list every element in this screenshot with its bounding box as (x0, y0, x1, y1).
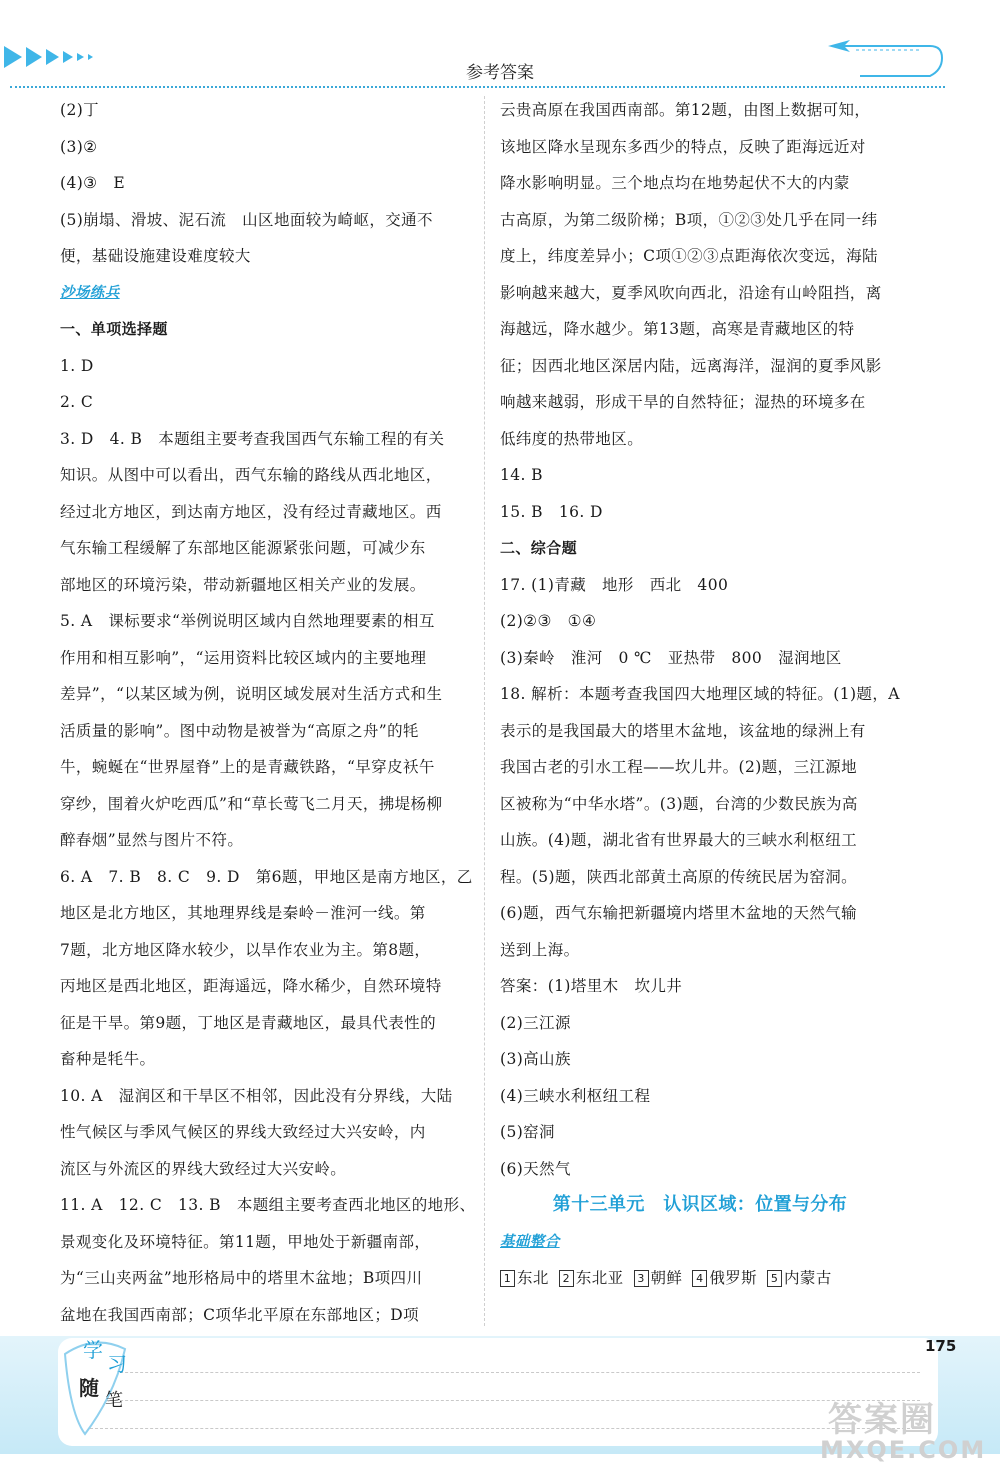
answer-line: 低纬度的热带地区。 (500, 429, 644, 448)
page-number: 175 (925, 1337, 957, 1355)
boxed-answer-text: 俄罗斯 (709, 1269, 758, 1287)
watermark-logo-text: 答案圈 (828, 1400, 936, 1440)
question-type-heading: 一、单项选择题 (60, 320, 168, 338)
answer-number-box: 4 (692, 1270, 707, 1287)
section-heading: 基础整合 (500, 1233, 560, 1250)
answer-line: (5)窑洞 (500, 1123, 555, 1141)
answer-line: 为“三山夹两盆”地形格局中的塔里木盆地；B项四川 (60, 1269, 423, 1287)
answer-line: (3)秦岭 淮河 0 ℃ 亚热带 800 湿润地区 (500, 648, 842, 667)
answer-number-box: 3 (634, 1270, 649, 1287)
answer-line: 送到上海。 (500, 940, 580, 959)
answer-line: 5. A 课标要求“举例说明区域内自然地理要素的相互 (60, 612, 435, 630)
answer-line: 15. B 16. D (500, 502, 603, 521)
answer-line: 区被称为“中华水塔”。(3)题，台湾的少数民族为高 (500, 794, 858, 813)
answer-line: 征；因西北地区深居内陆，远离海洋，湿润的夏季风影 (500, 356, 882, 375)
notes-area (58, 1338, 938, 1446)
answer-line: 部地区的环境污染，带动新疆地区相关产业的发展。 (60, 575, 426, 594)
answer-line: 山族。(4)题，湖北省有世界最大的三峡水利枢纽工 (500, 831, 858, 849)
page-title: 参考答案 (466, 63, 534, 83)
answer-line: 活质量的影响”。图中动物是被誉为“高原之舟”的牦 (60, 721, 419, 740)
header-rule (10, 86, 945, 88)
note-line (90, 1372, 920, 1373)
answer-line: 云贵高原在我国西南部。第12题，由图上数据可知， (500, 101, 871, 119)
boxed-answer-text: 东北 (517, 1269, 549, 1287)
header-arrow-decoration-icon (820, 36, 945, 80)
answer-line: 18. 解析：本题考查我国四大地理区域的特征。(1)题，A (500, 685, 900, 703)
answer-line: (6)天然气 (500, 1159, 571, 1178)
pen-char-sui: 随 (79, 1376, 99, 1400)
answer-line: 醉春烟”显然与图片不符。 (60, 831, 244, 849)
answer-line: 海越远，降水越少。第13题，高寒是青藏地区的特 (500, 320, 855, 338)
answer-line: 牛，蜿蜒在“世界屋脊”上的是青藏铁路，“早穿皮袄午 (60, 758, 435, 776)
question-type-heading: 二、综合题 (500, 539, 578, 557)
study-notes-pen-icon (55, 1334, 135, 1444)
watermark (820, 1392, 998, 1462)
section-heading: 沙场练兵 (60, 284, 120, 301)
boxed-answer-row (500, 1260, 920, 1297)
answer-line: 14. B (500, 466, 543, 484)
unit-title: 第十三单元 认识区域：位置与分布 (552, 1194, 848, 1215)
answer-line: 作用和相互影响”，“运用资料比较区域内的主要地理 (60, 648, 427, 667)
answer-line: 穿纱，围着火炉吃西瓜”和“草长莺飞二月天，拂堤杨柳 (60, 794, 443, 813)
answer-line: 影响越来越大，夏季风吹向西北，沿途有山岭阻挡，离 (500, 283, 882, 302)
answer-line: 11. A 12. C 13. B 本题组主要考查西北地区的地形、 (60, 1196, 476, 1214)
answer-line: 畜种是牦牛。 (60, 1050, 156, 1068)
pen-char-xi: 习 (107, 1352, 127, 1376)
answer-number-box: 5 (767, 1270, 782, 1287)
answer-line: (3)② (60, 137, 98, 156)
answer-line: 丙地区是西北地区，距海遥远，降水稀少，自然环境特 (60, 977, 442, 995)
column-divider (484, 96, 485, 1326)
pen-char-xue: 学 (83, 1338, 103, 1362)
note-line (90, 1400, 920, 1401)
watermark-url: MXQE.COM (820, 1436, 987, 1464)
answer-line: 2. C (60, 393, 94, 411)
answer-line: 该地区降水呈现东多西少的特点，反映了距海远近对 (500, 137, 866, 156)
answer-line: 表示的是我国最大的塔里木盆地，该盆地的绿洲上有 (500, 721, 866, 740)
answer-line: 性气候区与季风气候区的界线大致经过大兴安岭，内 (60, 1123, 426, 1141)
answer-line: 6. A 7. B 8. C 9. D 第6题，甲地区是南方地区，乙 (60, 867, 473, 886)
answer-line: (3)高山族 (500, 1050, 571, 1068)
answer-number-box: 2 (559, 1270, 574, 1287)
answer-line: 便，基础设施建设难度较大 (60, 247, 251, 265)
answer-line: 响越来越弱，形成干旱的自然特征；湿热的环境多在 (500, 393, 866, 411)
right-column (500, 92, 920, 1297)
answer-line: 景观变化及环境特征。第11题，甲地处于新疆南部， (60, 1232, 431, 1251)
answer-line: 17. (1)青藏 地形 西北 400 (500, 575, 729, 594)
answer-line: 地区是北方地区，其地理界线是秦岭－淮河一线。第 (60, 904, 426, 922)
answer-line: 盆地在我国西南部；C项华北平原在东部地区；D项 (60, 1305, 419, 1324)
boxed-answer-text: 东北亚 (575, 1269, 624, 1287)
answer-line: 气东输工程缓解了东部地区能源紧张问题，可减少东 (60, 539, 426, 557)
boxed-answer-text: 朝鲜 (650, 1269, 683, 1287)
page-header (0, 0, 1000, 90)
answer-line: 1. D (60, 356, 94, 375)
answer-line: 古高原，为第二级阶梯；B项，①②③处几乎在同一纬 (500, 210, 878, 229)
pen-char-bi: 笔 (105, 1390, 123, 1411)
answer-line: 10. A 湿润区和干旱区不相邻，因此没有分界线，大陆 (60, 1086, 453, 1105)
answer-line: 差异”，“以某区域为例，说明区域发展对生活方式和生 (60, 685, 443, 703)
left-column (60, 92, 476, 1333)
note-line (90, 1428, 920, 1429)
answer-line: (6)题，西气东输把新疆境内塔里木盆地的天然气输 (500, 904, 858, 922)
answer-line: 降水影响明显。三个地点均在地势起伏不大的内蒙 (500, 174, 850, 192)
answer-line: (4)③ E (60, 174, 126, 192)
answer-line: 3. D 4. B 本题组主要考查我国西气东输工程的有关 (60, 429, 445, 448)
answer-number-box: 1 (500, 1270, 515, 1287)
answer-line: 流区与外流区的界线大致经过大兴安岭。 (60, 1159, 347, 1178)
boxed-answer-text: 内蒙古 (784, 1269, 832, 1287)
answer-line: (2)三江源 (500, 1013, 571, 1032)
answer-line: (5)崩塌、滑坡、泥石流 山区地面较为崎岖，交通不 (60, 210, 433, 229)
answer-line: 知识。从图中可以看出，西气东输的路线从西北地区， (60, 466, 442, 484)
answer-line: 征是干旱。第9题，丁地区是青藏地区，最具代表性的 (60, 1013, 436, 1032)
answer-line: 度上，纬度差异小；C项①②③点距海依次变远，海陆 (500, 247, 878, 265)
answer-line: (2)丁 (60, 101, 100, 119)
answer-line: (2)②③ ①④ (500, 612, 597, 630)
answer-line: (4)三峡水利枢纽工程 (500, 1086, 651, 1105)
answer-line: 我国古老的引水工程——坎儿井。(2)题，三江源地 (500, 758, 858, 776)
answer-line: 经过北方地区，到达南方地区，没有经过青藏地区。西 (60, 502, 442, 521)
answer-line: 答案：(1)塔里木 坎儿井 (500, 977, 683, 995)
answer-line: 7题，北方地区降水较少，以旱作农业为主。第8题， (60, 940, 431, 959)
answer-line: 程。(5)题，陕西北部黄土高原的传统民居为窑洞。 (500, 867, 858, 886)
